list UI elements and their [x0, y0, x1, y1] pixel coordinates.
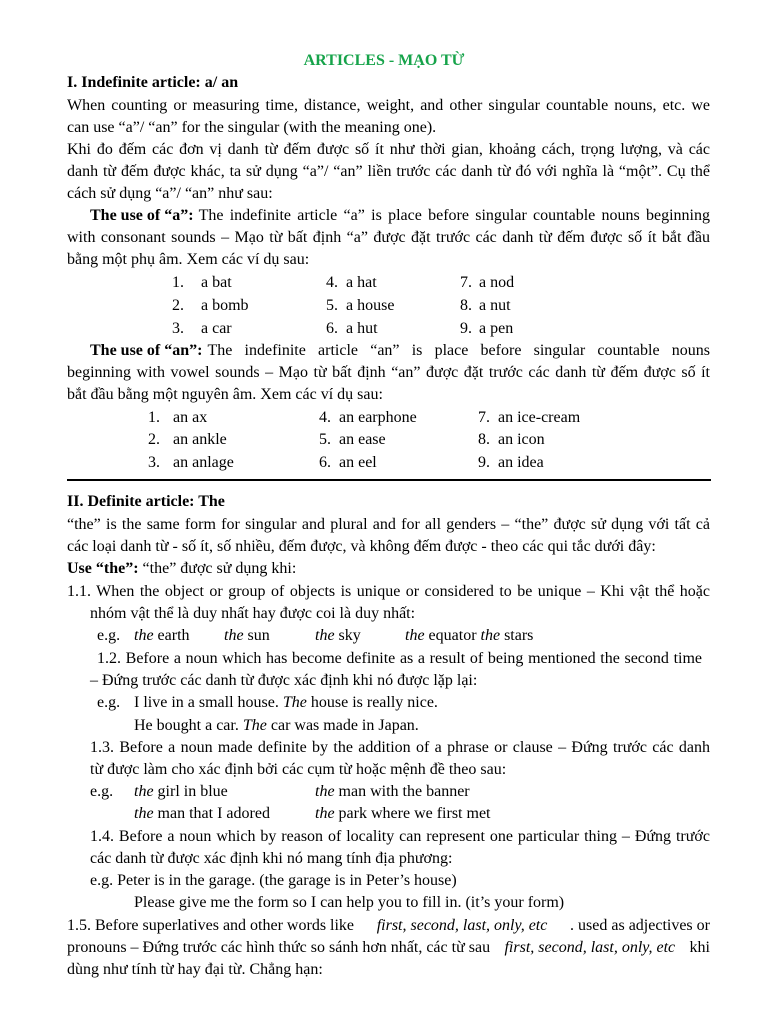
list-item-number: 1. [148, 409, 160, 426]
example-item [134, 803, 270, 825]
text-fragment: khi [689, 939, 710, 956]
text-line: beginning with vowel sounds – Mạo từ bất định “an” được đặt trước các danh từ đếm được số ít [67, 364, 710, 381]
text-line: 1.1. When the object or group of objects is unique or considered to be unique – Khi vật thể hoặc [67, 583, 710, 600]
example-sentence: Please give me the form so I can help you to fill in. (it’s your form) [134, 894, 565, 911]
list-item-number: 8. [460, 297, 472, 314]
article-the: the [315, 783, 335, 800]
list-item-number: 5. [319, 431, 331, 448]
text-line: bắt đầu bằng một nguyên âm. Xem các ví dụ sau: [67, 386, 383, 403]
text-fragment: . used as adjectives or [570, 917, 710, 934]
list-item: an idea [498, 454, 544, 471]
list-item-number: 5. [326, 297, 338, 314]
article-the: the [315, 627, 335, 644]
list-item: a nut [479, 297, 511, 314]
list-item: a hat [346, 274, 377, 291]
list-item: a bomb [201, 297, 249, 314]
section2-heading: II. Definite article: The [67, 493, 225, 510]
example-item [405, 625, 533, 647]
list-item-number: 6. [319, 454, 331, 471]
text-line: with consonant sounds – Mạo từ bất định “a” được đặt trước các danh từ đếm được số ít bắt đầu [67, 229, 710, 246]
article-the: the [224, 627, 244, 644]
list-item: an earphone [339, 409, 417, 426]
list-item: an ice-cream [498, 409, 581, 426]
text-line: bằng một phụ âm. Xem các ví dụ sau: [67, 251, 310, 268]
use-a-label: The use of “a”: [90, 207, 194, 224]
example-sentence [134, 692, 438, 714]
example-word: man with the banner [338, 783, 470, 800]
text-line: dùng như tính từ hay đại từ. Chẳng hạn: [67, 961, 323, 978]
text-line: – Đứng trước các danh từ được xác định khi nó được lặp lại: [90, 672, 478, 689]
text-line: “the” is the same form for singular and plural and for all genders – “the” được sử dụng với tất cả [67, 516, 710, 533]
example-item [134, 625, 190, 647]
article-the: the [134, 627, 154, 644]
use-a-text: The indefinite article “a” is place before singular countable nouns beginning [198, 207, 710, 224]
eg-label: e.g. [97, 627, 121, 644]
list-item: an icon [498, 431, 545, 448]
use-an-label: The use of “an”: [90, 342, 203, 359]
list-item-number: 3. [172, 320, 184, 337]
example-item [134, 781, 228, 803]
section-divider [67, 479, 711, 481]
list-item: an ankle [173, 431, 227, 448]
example-word: earth [157, 627, 190, 644]
example-word: man that I adored [157, 805, 270, 822]
list-item: a bat [201, 274, 232, 291]
text-line: 1.4. Before a noun which by reason of locality can represent one particular thing – Đứng trước [90, 828, 710, 845]
page-title: ARTICLES - MẠO TỪ [303, 52, 465, 69]
example-text: house is really nice. [310, 694, 438, 711]
italic-words: first, second, last, only, etc [376, 917, 548, 934]
list-item-number: 7. [478, 409, 490, 426]
eg-label: e.g. [97, 694, 121, 711]
example-text: car was made in Japan. [270, 717, 419, 734]
example-word: sky [338, 627, 361, 644]
list-item: a pen [479, 320, 514, 337]
example-sentence: e.g. Peter is in the garage. (the garage is in Peter’s house) [90, 872, 457, 889]
list-item-number: 4. [326, 274, 338, 291]
text-fragment: 1.5. Before superlatives and other words like [67, 917, 355, 934]
example-text: He bought a car. [134, 717, 239, 734]
text-line: danh từ đếm được khác, ta sử dụng “a”/ “an” liền trước các danh từ đó với nghĩa là “một”. Cụ thể [67, 163, 710, 180]
section1-heading: I. Indefinite article: a/ an [67, 74, 239, 91]
use-the-line [67, 558, 296, 580]
list-item-number: 2. [148, 431, 160, 448]
list-item-number: 6. [326, 320, 338, 337]
list-item: an eel [339, 454, 377, 471]
list-item: an ease [339, 431, 386, 448]
article-the: the [134, 805, 154, 822]
use-the-label: Use “the”: [67, 560, 139, 577]
article-the: The [282, 694, 307, 711]
list-item: an ax [173, 409, 208, 426]
example-sentence [134, 715, 419, 737]
text-line: can use “a”/ “an” for the singular (with the meaning one). [67, 119, 437, 136]
article-the: the [134, 783, 154, 800]
example-item [315, 781, 470, 803]
example-item [224, 625, 270, 647]
list-item-number: 7. [460, 274, 472, 291]
text-line: cách sử dụng “a”/ “an” như sau: [67, 185, 273, 202]
list-item-number: 1. [172, 274, 184, 291]
text-line: các loại danh từ - số ít, số nhiều, đếm được, và không đếm được - theo các qui tắc dưới đây: [67, 538, 656, 555]
list-item-number: 8. [478, 431, 490, 448]
text-line: When counting or measuring time, distance, weight, and other singular countable nouns, etc. we [67, 97, 710, 114]
article-the: the [315, 805, 335, 822]
text-line: các danh từ được xác định khi nó mang tính địa phương: [90, 850, 453, 867]
text-line: Khi đo đếm các đơn vị danh từ đếm được số ít như thời gian, khoảng cách, trọng lượng, và các [67, 141, 710, 158]
list-item: a house [346, 297, 395, 314]
example-word: girl in blue [157, 783, 228, 800]
rule-1-5-line2 [67, 937, 710, 959]
example-word: park where we first met [338, 805, 491, 822]
example-item [315, 625, 361, 647]
italic-words: first, second, last, only, etc [504, 939, 676, 956]
text-fragment: pronouns – Đứng trước các hình thức so sánh hơn nhất, các từ sau [67, 939, 491, 956]
list-item-number: 9. [478, 454, 490, 471]
list-item: an anlage [173, 454, 234, 471]
use-a-line [90, 205, 710, 227]
use-an-text: The indefinite article “an” is place before singular countable nouns [207, 342, 710, 359]
list-item: a car [201, 320, 232, 337]
text-line: 1.2. Before a noun which has become definite as a result of being mentioned the second time [97, 650, 702, 667]
example-word: sun [247, 627, 270, 644]
eg-label: e.g. [90, 783, 114, 800]
text-line: nhóm vật thể là duy nhất hay được coi là duy nhất: [90, 605, 416, 622]
example-item [315, 803, 490, 825]
list-item-number: 3. [148, 454, 160, 471]
list-item-number: 2. [172, 297, 184, 314]
article-the: the [480, 627, 501, 644]
article-the: The [242, 717, 267, 734]
example-text: I live in a small house. [134, 694, 279, 711]
example-word: stars [504, 627, 534, 644]
list-item: a nod [479, 274, 515, 291]
use-an-line [90, 340, 710, 362]
list-item-number: 4. [319, 409, 331, 426]
list-item-number: 9. [460, 320, 472, 337]
text-line: từ được làm cho xác định bởi các cụm từ hoặc mệnh đề theo sau: [90, 761, 507, 778]
article-the: the [405, 627, 425, 644]
rule-1-5-line1 [67, 915, 710, 937]
example-word: equator [428, 627, 477, 644]
list-item: a hut [346, 320, 378, 337]
text-line: 1.3. Before a noun made definite by the addition of a phrase or clause – Đứng trước các danh [90, 739, 710, 756]
use-the-text: “the” được sử dụng khi: [142, 560, 297, 577]
